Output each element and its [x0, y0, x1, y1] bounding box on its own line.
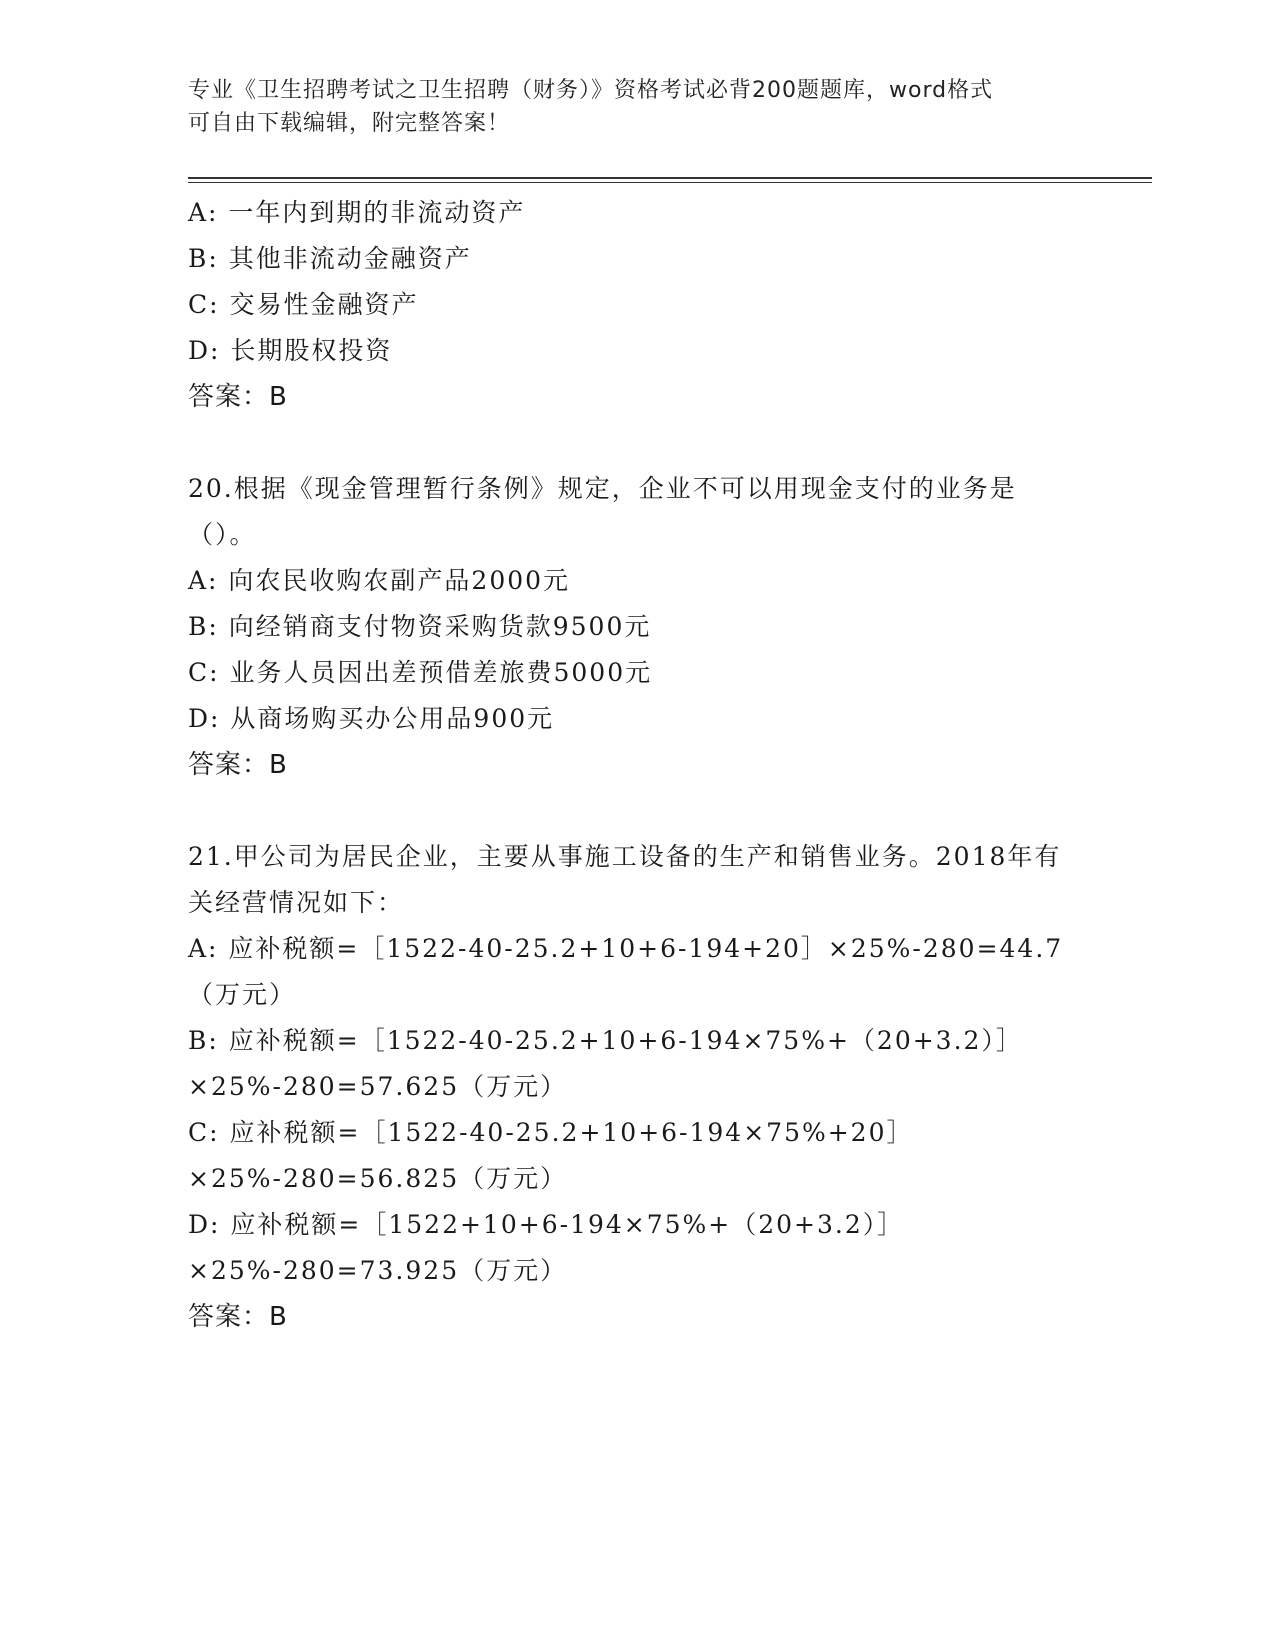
q19-option-a: A: 一年内到期的非流动资产 — [188, 198, 526, 227]
q21-option-a: A: 应补税额=［1522-40-25.2+10+6-194+20］×25%-280=44.7（万元） — [188, 934, 1064, 1009]
header-line-1: 专业《卫生招聘考试之卫生招聘（财务）》资格考试必背200题题库，word格式 — [188, 78, 994, 103]
spacer — [188, 420, 1088, 466]
q20-option-d: D: 从商场购买办公用品900元 — [188, 704, 555, 733]
q21-option-d: D: 应补税额=［1522+10+6-194×75%+（20+3.2）］×25%-280=73.925（万元） — [188, 1210, 905, 1285]
q19-answer: 答案：B — [188, 382, 288, 412]
q21-answer: 答案：B — [188, 1302, 288, 1332]
q21-stem: 21.甲公司为居民企业，主要从事施工设备的生产和销售业务。2018年有关经营情况如下： — [188, 842, 1062, 917]
q20-option-c: C: 业务人员因出差预借差旅费5000元 — [188, 658, 653, 687]
question-content — [188, 190, 1088, 1340]
q20-option-a: A: 向农民收购农副产品2000元 — [188, 566, 571, 595]
spacer — [188, 788, 1088, 834]
document-header — [188, 74, 1068, 140]
header-rule-thick — [188, 177, 1152, 179]
q20-option-b: B: 向经销商支付物资采购货款9500元 — [188, 612, 652, 641]
q19-option-d: D: 长期股权投资 — [188, 336, 393, 365]
q20-answer: 答案：B — [188, 750, 288, 780]
question-20-block — [188, 466, 1088, 788]
q19-option-b: B: 其他非流动金融资产 — [188, 244, 472, 273]
q19-option-c: C: 交易性金融资产 — [188, 290, 419, 319]
q20-stem: 20.根据《现金管理暂行条例》规定，企业不可以用现金支付的业务是（）。 — [188, 474, 1017, 549]
header-line-2: 可自由下载编辑，附完整答案！ — [188, 111, 511, 136]
q21-option-b: B: 应补税额=［1522-40-25.2+10+6-194×75%+（20+3.2）］×25%-280=57.625（万元） — [188, 1026, 1023, 1101]
question-21-block — [188, 834, 1088, 1340]
q21-option-c: C: 应补税额=［1522-40-25.2+10+6-194×75%+20］×25%-280=56.825（万元） — [188, 1118, 914, 1193]
question-19-block — [188, 190, 1088, 420]
header-rule-thin — [188, 182, 1152, 183]
